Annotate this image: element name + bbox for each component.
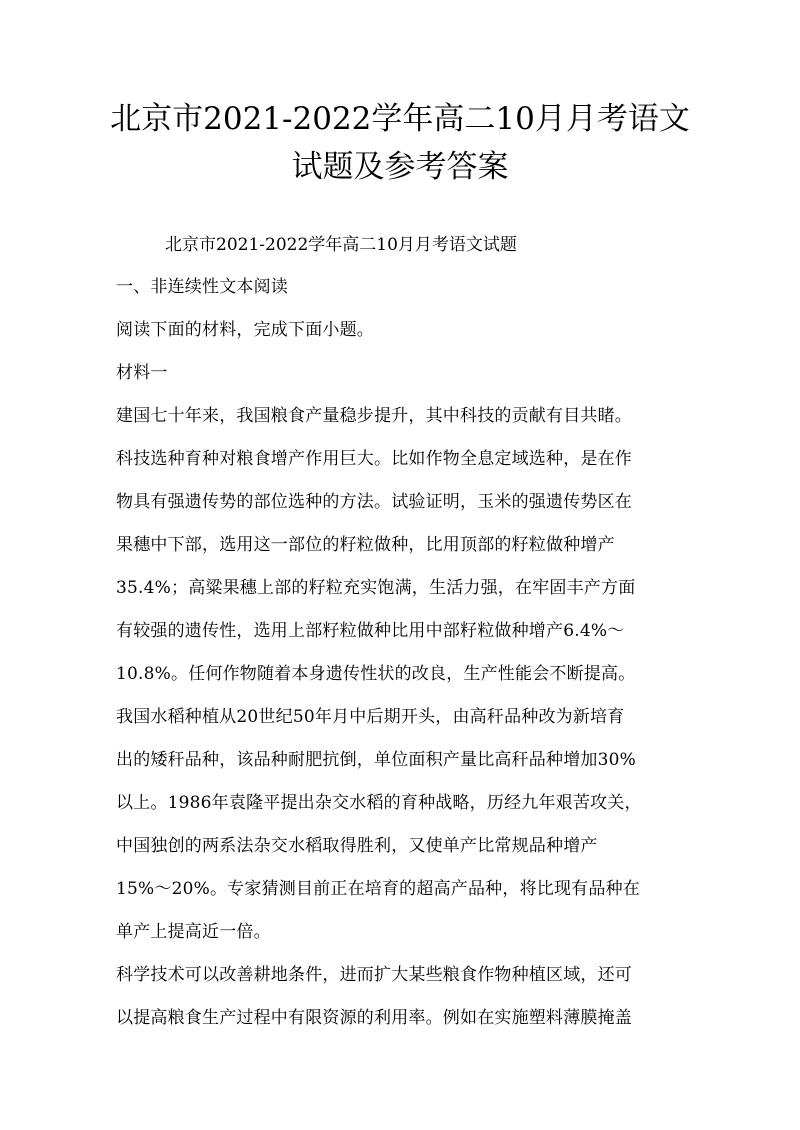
body-line: 建国七十年来，我国粮食产量稳步提升，其中科技的贡献有目共睹。 bbox=[116, 406, 632, 426]
title-line-2: 试题及参考答案 bbox=[291, 149, 509, 185]
title-line-1: 北京市2021-2022学年高二10月月考语文 bbox=[110, 101, 690, 137]
body-line: 10.8%。任何作物随着本身遗传性状的改良，生产性能会不断提高。 bbox=[116, 664, 636, 684]
reading-instruction: 阅读下面的材料，完成下面小题。 bbox=[116, 320, 374, 340]
body-line: 我国水稻种植从20世纪50年月中后期开头，由高秆品种改为新培育 bbox=[116, 707, 625, 727]
body-line: 以提高粮食生产过程中有限资源的利用率。例如在实施塑料薄膜掩盖 bbox=[116, 1008, 632, 1028]
body-line: 以上。1986年袁隆平提出杂交水稻的育种战略，历经九年艰苦攻关， bbox=[116, 793, 642, 813]
body-line: 物具有强遗传势的部位选种的方法。试验证明，玉米的强遗传势区在 bbox=[116, 492, 632, 512]
body-line: 中国独创的两系法杂交水稻取得胜利，又使单产比常规品种增产 bbox=[116, 836, 598, 856]
document-title bbox=[110, 95, 690, 191]
body-line: 出的矮秆品种，该品种耐肥抗倒，单位面积产量比高秆品种增加30% bbox=[116, 750, 636, 770]
body-line: 果穗中下部，选用这一部位的籽粒做种，比用顶部的籽粒做种增产 bbox=[116, 535, 615, 555]
body-line: 科技选种育种对粮食增产作用巨大。比如作物全息定域选种，是在作 bbox=[116, 449, 632, 469]
body-line: 15%～20%。专家猜测目前正在培育的超高产品种，将比现有品种在 bbox=[116, 879, 640, 899]
material-label: 材料一 bbox=[116, 363, 168, 383]
body-line: 35.4%；高粱果穗上部的籽粒充实饱满，生活力强，在牢固丰产方面 bbox=[116, 578, 636, 598]
document-subtitle: 北京市2021-2022学年高二10月月考语文试题 bbox=[165, 235, 517, 255]
body-line: 单产上提高近一倍。 bbox=[116, 922, 271, 942]
body-line: 科学技术可以改善耕地条件，进而扩大某些粮食作物种植区域，还可 bbox=[116, 965, 632, 985]
body-line: 有较强的遗传性，选用上部籽粒做种比用中部籽粒做种增产6.4%～ bbox=[116, 621, 625, 641]
section-heading-1: 一、非连续性文本阅读 bbox=[116, 277, 288, 297]
